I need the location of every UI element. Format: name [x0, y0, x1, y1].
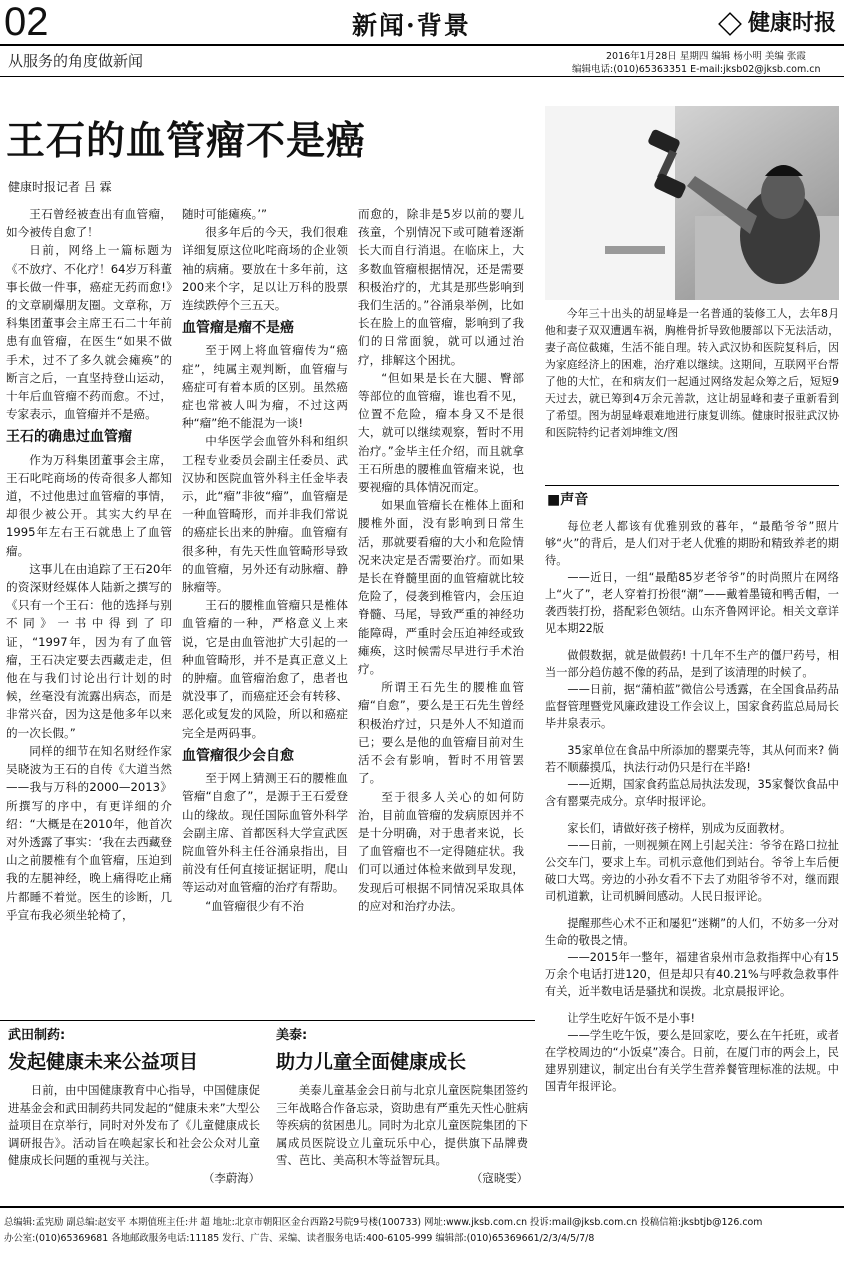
rehab-photo-image	[545, 106, 839, 300]
paragraph: 很多年后的今天，我们很难详细复原这位叱咤商场的企业领袖的病痛。要放在十多年前，这200来个字，足以让万科的股票连续跌停个三五天。	[182, 225, 348, 313]
paragraph: “但如果是长在大腿、臀部等部位的血管瘤，谁也看不见，位置不危险，瘤本身又不是很大，就可以继续观察，暂时不用治疗。”金毕主任介绍，而且就拿王石所患的腰椎血管瘤来说，也要视瘤的具体情况而定。	[358, 370, 524, 495]
footer-line-1: 总编辑:孟宪励 副总编:赵安平 本期值班主任:井 超 地址:北京市朝阳区金台西路2号院9号楼(100733) 网址:www.jksb.com.cn 投诉:mail@jksb.com.cn 投稿信箱:jksbtjb@126.com	[4, 1217, 763, 1228]
paragraph: 至于很多人关心的如何防治，目前血管瘤的发病原因并不是十分明确，对于患者来说，长了血管瘤也不一定得随症状。我们可以通过体检来做到早发现，发现后可根据不同情况采取具体的应对和治疗办法。	[358, 789, 524, 913]
paragraph: 中华医学会血管外科和组织工程专业委员会副主任委员、武汉协和医院血管外科主任金毕表示，此“瘤”非彼“瘤”，血管瘤是一种血管畸形，而并非我们常说的癌症长出来的肿瘤。血管瘤有很多种，有先天性血管畸形导致的血管瘤，另外还有动脉瘤、静脉瘤等。	[182, 434, 348, 595]
ad-takeda-author: （李蔚海）	[203, 1170, 260, 1185]
voice-quote: 做假数据，就是做假药! 十几年不生产的僵尸药号，相当一部分趋仿越不像的药品，是到了该清理的时候了。	[545, 649, 839, 679]
ad-mattel-title: 助力儿童全面健康成长	[276, 1051, 467, 1073]
article-column-2	[182, 205, 348, 915]
article-byline: 健康时报记者 吕 霖	[8, 180, 112, 194]
paragraph: 这事儿在由追踪了王石20年的资深财经媒体人陆新之撰写的《只有一个王石：他的选择与别不同》一书中得到了印证，“1997年，因为有了血管瘤，王石决定要去西藏走走，但他在与我们讨论出行计划的时候，丝毫没有流露出病态，而是非常兴奋，因为这是他多年以来的一次长假。”	[6, 561, 172, 740]
rehab-photo	[545, 106, 839, 300]
paragraph: 至于网上猜测王石的腰椎血管瘤“自愈了”，是源于王石爱登山的缘故。现任国际血管外科学会副主席、首都医科大学宣武医院血管外科主任谷涌泉指出，目前没有任何直接证据证明，爬山等运动对血管瘤的治疗有帮助。	[182, 771, 348, 895]
voice-source: ——学生吃午饭，要么是回家吃，要么在午托班，或者在学校周边的“小饭桌”凑合。日前，在厦门市的两会上，民建界别建议，制定出台有关学生营养餐管理标准的法规。中国青年报评论。	[545, 1029, 839, 1093]
paragraph: 所谓王石先生的腰椎血管瘤“自愈”，要么是王石先生曾经积极治疗过，只是外人不知道而已；要么是他的血管瘤目前对生活不会有影响，暂时不用管罢了。	[358, 680, 524, 786]
voice-source: ——近日，一组“最酷85岁老爷爷”的时尚照片在网络上“火了”，老人穿着打扮很“潮”——戴着墨镜和鸭舌帽，一袭西装打扮，搭配彩色领结。山东齐鲁网评论。相关文章详见本期22版	[545, 571, 839, 635]
contact-line: 编辑电话:(010)65363351 E-mail:jksb02@jksb.com.cn	[572, 64, 821, 75]
ad-takeda	[8, 1024, 260, 1187]
article-column-3	[358, 205, 524, 915]
paragraph: 作为万科集团董事会主席，王石叱咤商场的传奇很多人都知道，不过他患过血管瘤的事情，却很少被公开。其实大约早在1995年左右王石就患上了血管瘤。	[6, 452, 172, 558]
ad-takeda-label: 武田制药:	[8, 1028, 66, 1043]
article-column-1	[6, 205, 172, 924]
voice-source: ——日前，据“蒲柏蓝”微信公号透露，在全国食品药品监督管理暨党风廉政建设工作会议上，国家食药监总局局长毕井泉表示。	[545, 683, 839, 730]
paragraph: 王石的腰椎血管瘤只是椎体血管瘤的一种，严格意义上来说，它是由血管池扩大引起的一种血管畸形，并不是真正意义上的肿瘤。血管瘤治愈了，患者也就没事了，而癌症还会有转移、恶化或复发的风险，所以和癌症完全是两码事。	[182, 598, 348, 740]
voice-list	[545, 518, 839, 1105]
paragraph: 如果血管瘤长在椎体上面和腰椎外面，没有影响到日常生活，那就要看瘤的大小和危险情况来决定是否需要治疗。而如果是长在脊髓里面的血管瘤就比较危险了，侵袭到椎管内，会压迫脊髓、马尾，导致严重的神经功能障碍，严重时会压迫神经或致瘫痪，这时候需尽早进行手术治疗。	[358, 498, 524, 677]
masthead-logo	[718, 6, 836, 37]
masthead-title: 健康时报	[748, 10, 837, 36]
paragraph: 日前，网络上一篇标题为《不放疗、不化疗！64岁万科董事长做一件事，癌症无药而愈!》的文章刷爆朋友圈。文章称，万科集团董事会主席王石二十年前患有血管瘤，在医生“如果不做手术，过不了多久就会瘫痪”的断言之后，一直坚持登山运动，十年后血管瘤不药而愈。不过，专家表示，血管瘤并不是癌。	[6, 243, 172, 422]
paragraph: “血管瘤很少有不治	[205, 898, 304, 913]
subheading: 王石的确患过血管瘤	[6, 429, 132, 446]
ad-mattel	[276, 1024, 528, 1187]
paragraph: 王石曾经被查出有血管瘤，如今被传自愈了！	[6, 207, 172, 240]
photo-caption: 今年三十出头的胡显峰是一名普通的装修工人，去年8月他和妻子双双遭遇车祸，胸椎骨折导致他腰部以下无法活动，妻子高位截瘫，生活不能自理。转入武汉协和医院复科后，因为家庭经济上的困难，治疗难以继续。这期间，互联网平台帮了他的大忙，在和病友们一起通过网络发起众筹之后，短短9天过去，就已筹到4万余元善款，这让胡显峰和妻子重新看到了希望。图为胡显峰艰难地进行康复训练。健康时报驻武汉协和医院特约记者刘坤维文/图	[545, 307, 839, 439]
footer-line-2: 办公室:(010)65369681 各地邮政服务电话:11185 发行、广告、采编、读者服务电话:400-6105-999 编辑部:(010)65369661/2/3/4/5/7/8	[4, 1233, 595, 1244]
voice-rule	[545, 485, 839, 486]
paragraph: 同样的细节在知名财经作家吴晓波为王石的自传《大道当然——我与万科的2000—2013》所撰写的序中，有更详细的介绍：“大概是在2010年，他首次对外透露了事实：‘我在去西藏登山之前腰椎有个血管瘤，压迫到我的左腿神经，晚上痛得吃止痛片都睡不着觉。医生的诊断，几乎宣布我必须坐轮椅了，	[6, 743, 172, 922]
voice-quote: 每位老人都该有优雅别致的暮年，“最酷爷爷”照片够“火”的背后，是人们对于老人优雅的期盼和精致养老的期待。	[545, 520, 839, 567]
voice-quote: 让学生吃好午饭不是小事!	[567, 1012, 695, 1025]
paragraph: 至于网上将血管瘤传为“癌症”，纯属主观判断，血管瘤与癌症可有着本质的区别。虽然癌症也常被人叫为瘤，不过这两种“瘤”绝不能混为一谈!	[182, 343, 348, 431]
voice-quote: 提醒那些心术不正和屡犯“迷糊”的人们，不妨多一分对生命的敬畏之情。	[545, 917, 839, 947]
header-rule-bottom	[0, 76, 844, 77]
paragraph: 而愈的，除非是5岁以前的婴儿孩童，个别情况下或可随着逐渐长大而自行消退。在临床上，大多数血管瘤根据情况，还是需要积极治疗的，尤其是那些影响到我们生活的。”谷涌泉举例，比如长在脸上的血管瘤，影响到了我们的日常面貌，就可以通过治疗，排解这个困扰。	[358, 207, 524, 367]
footer-rule	[0, 1206, 844, 1208]
subheading: 血管瘤很少会自愈	[182, 747, 294, 764]
voice-source: ——2015年一整年，福建省泉州市急救指挥中心有15万余个电话打进120，但是却只有40.21%与呼救急救事件有关，近半数电话是骚扰和误拨。北京晨报评论。	[545, 951, 839, 998]
ad-mattel-label: 美泰:	[276, 1028, 308, 1043]
voice-quote: 35家单位在食品中所添加的罂粟壳等，其从何而来? 倘若不顺藤摸瓜，执法行动仍只是行在半路!	[545, 744, 839, 774]
page-number: 02	[4, 0, 49, 44]
voice-source: ——近期，国家食药监总局执法发现，35家餐饮食品中含有罂粟壳成分。京华时报评论。	[545, 778, 839, 808]
ad-mattel-author: （寇晓雯）	[471, 1170, 528, 1185]
ad-takeda-body: 日前，由中国健康教育中心指导，中国健康促进基金会和武田制药共同发起的“健康未来”大型公益项目在京举行，同时对外发布了《儿童健康成长调研报告》。活动旨在唤起家长和社会公众对儿童健康成长问题的重视与关注。	[8, 1083, 260, 1167]
ad-rule-top	[0, 1020, 535, 1021]
ad-takeda-title: 发起健康未来公益项目	[8, 1051, 199, 1073]
date-line: 2016年1月28日 星期四 编辑 杨小明 美编 张霞	[606, 51, 806, 62]
subheading: 血管瘤是瘤不是癌	[182, 320, 294, 337]
voice-heading: ■声音	[547, 492, 589, 508]
paragraph: 随时可能瘫痪。’”	[182, 207, 268, 221]
ad-mattel-body: 美泰儿童基金会日前与北京儿童医院集团签约三年战略合作备忘录，资助患有严重先天性心脏病等疾病的贫困患儿。同时为北京儿童医院集团的下属成员医院设立儿童玩乐中心，提供旗下品牌费雪、芭比、美高积木等益智玩具。	[276, 1083, 528, 1167]
voice-quote: 家长们，请做好孩子榜样，别成为反面教材。	[567, 822, 792, 835]
voice-source: ——日前，一则视频在网上引起关注：爷爷在路口拉扯公交车门，要求上车。司机示意他们到站台。爷爷上车后便破口大骂。旁边的小孙女看不下去了劝阻爷爷不对，继而跟司机道歉，让司机瞬间感动。人民日报评论。	[545, 839, 839, 903]
article-headline: 王石的血管瘤不是癌	[6, 118, 367, 164]
header-rule-top	[0, 44, 844, 46]
masthead-mark-icon	[718, 12, 742, 36]
slogan: 从服务的角度做新闻	[8, 52, 144, 70]
section-title: 新闻·背景	[352, 11, 471, 40]
